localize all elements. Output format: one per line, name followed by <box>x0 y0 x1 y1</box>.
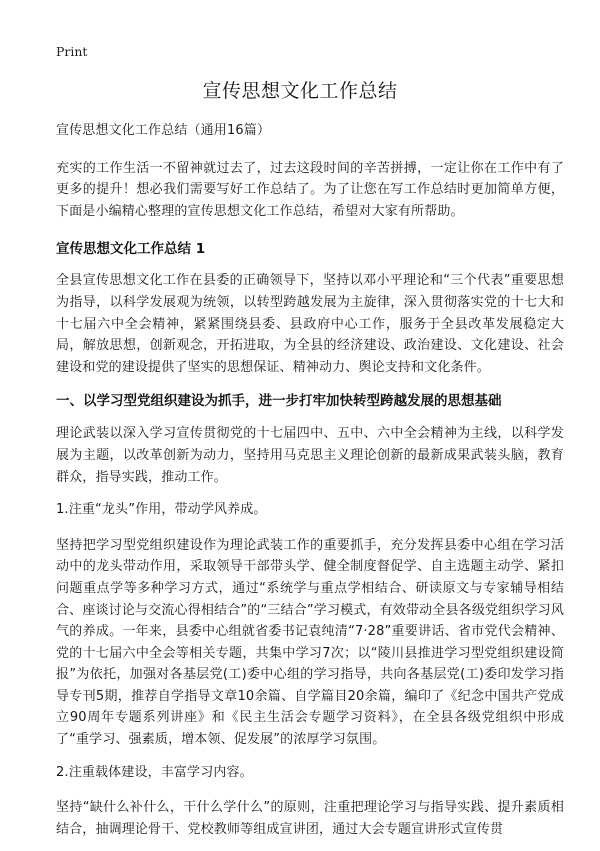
item-two-title: 2.注重载体建设，丰富学习内容。 <box>56 764 253 780</box>
item-one-title: 1.注重“龙头”作用，带动学风养成。 <box>56 502 267 518</box>
document-subtitle: 宣传思想文化工作总结（通用16篇） <box>56 123 271 138</box>
heading-one: 一、以学习型党组织建设为抓手，进一步打牢加快转型跨越发展的思想基础 <box>56 393 502 410</box>
print-link[interactable]: Print <box>56 44 88 59</box>
item-two-paragraph: 坚持“缺什么补什么，干什么学什么”的原则，注重把理论学习与指导实践、提升素质相结合，抽调理论骨干、党校教师等组成宣讲团，通过大会专题宣讲形式宣传贯 <box>56 800 564 837</box>
section-title: 宣传思想文化工作总结 1 <box>56 241 206 258</box>
item-one-paragraph: 坚持把学习型党组织建设作为理论武装工作的重要抓手，充分发挥县委中心组在学习活动中的龙头带动作用，采取领导干部带头学、健全制度督促学、自主选题主动学、紧扣问题重点学等多种学习方式，通过“系统学与重点学相结合、研读原文与专家辅导相结合、座谈讨论与交流心得相结合”的“三结合”学习模式，有效带动全县各级党组织学习风气的养成。一年来，县委中心组就省委书记袁纯清“7·28”重要讲话、省市党代会精神、党的十七届六中全会等相关专题，共集中学习7次；以“陵川县推进学习型党组织建设简报”为依托，加强对各基层党(工)委中心组的学习指导，共向各基层党(工)委印发学习指导专刊5期，推荐自学指导文章10余篇、自学篇目20余篇，编印了《纪念中国共产党成立90周年专题系列讲座》和《民主生活会专题学习资料》，在全县各级党组织中形成了“重学习、强素质，增本领、促发展”的浓厚学习氛围。 <box>56 537 564 748</box>
section-paragraph: 全县宣传思想文化工作在县委的正确领导下，坚持以邓小平理论和“三个代表”重要思想为指导，以科学发展观为统领，以转型跨越发展为主旋律，深入贯彻落实党的十七大和十七届六中全会精神，紧紧围绕县委、县政府中心工作，服务于全县改革发展稳定大局，解放思想，创新观念，开拓进取，为全县的经济建设、政治建设、文化建设、社会建设和党的建设提供了坚实的思想保证、精神动力、舆论支持和文化条件。 <box>56 273 564 375</box>
intro-paragraph: 充实的工作生活一不留神就过去了，过去这段时间的辛苦拼搏，一定让你在工作中有了更多的提升！想必我们需要写好工作总结了。为了让您在写工作总结时更加简单方便，下面是小编精心整理的宣传思想文化工作总结，希望对大家有所帮助。 <box>56 160 564 219</box>
heading-one-paragraph: 理论武装以深入学习宣传贯彻党的十七届四中、五中、六中全会精神为主线，以科学发展为主题，以改革创新为动力，坚持用马克思主义理论创新的最新成果武装头脑，教育群众，指导实践，推动工作。 <box>56 426 564 485</box>
page-title: 宣传思想文化工作总结 <box>202 80 398 102</box>
document-body <box>56 120 564 851</box>
